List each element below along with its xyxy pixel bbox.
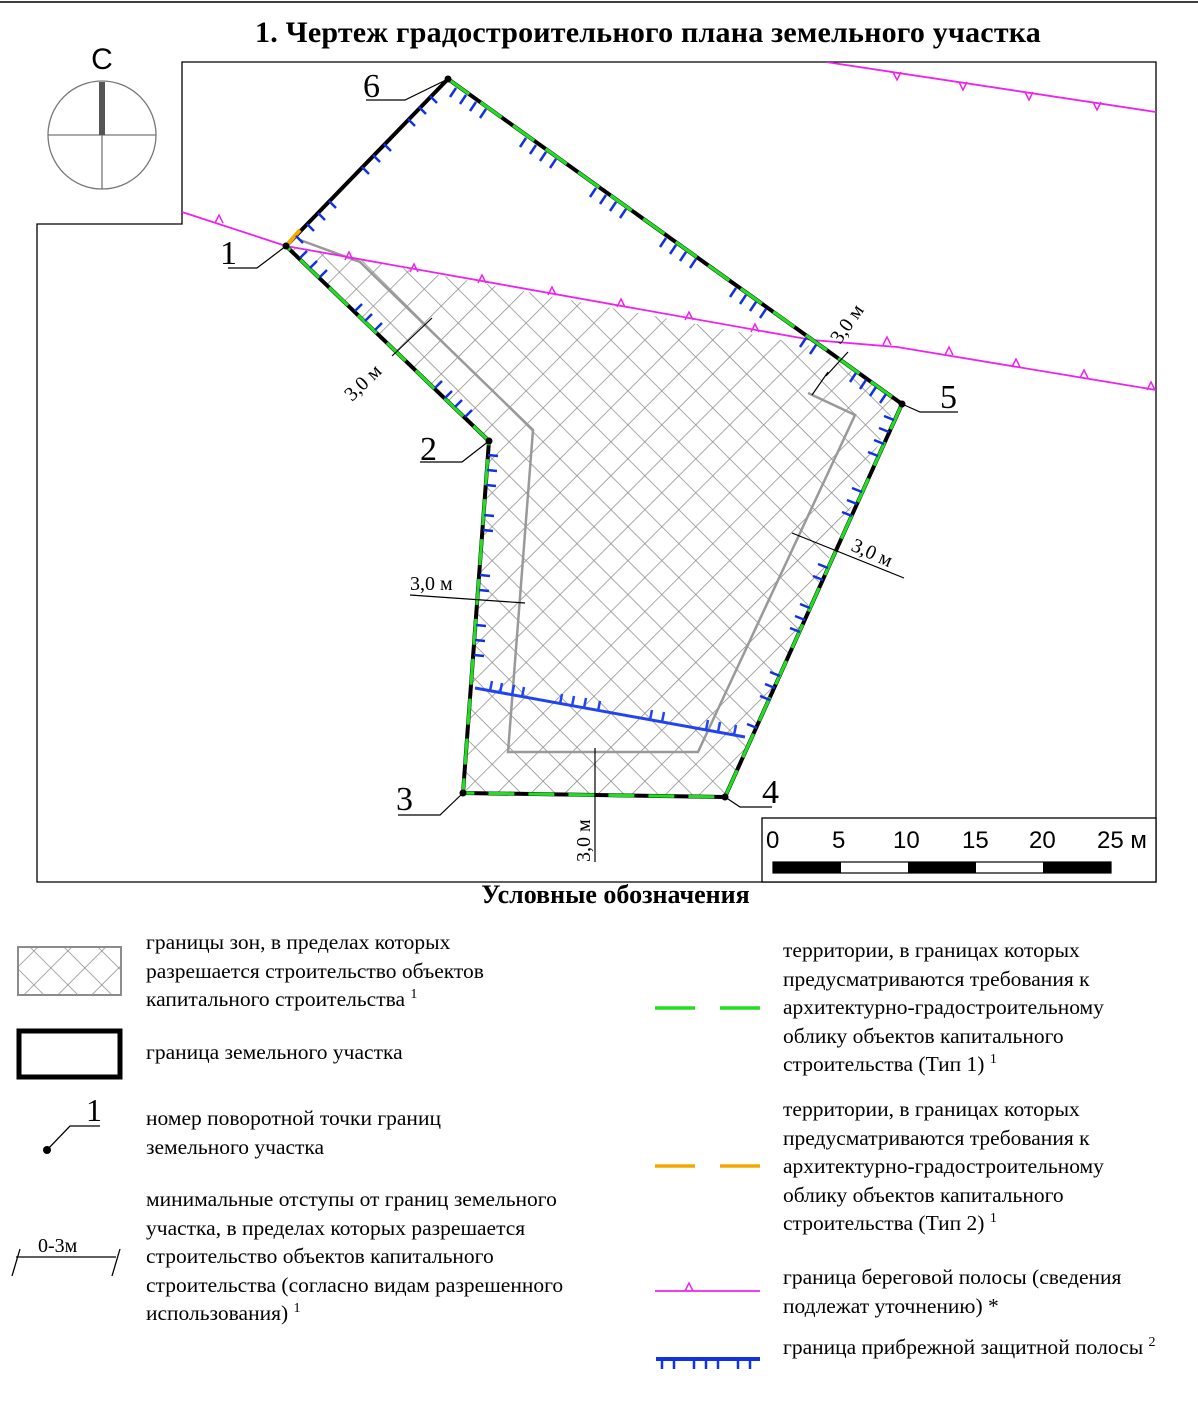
parcel-border-swatch xyxy=(19,1031,120,1077)
setback-sample: 0-3м xyxy=(38,1235,78,1257)
point-label: 5 xyxy=(940,379,957,416)
point-label: 6 xyxy=(363,68,380,105)
page-title: 1. Чертеж градостроительного плана земельного участка xyxy=(255,16,1041,49)
legend-shore-strip-text: граница береговой полосы (сведения подлежат уточнению) * xyxy=(783,1265,1122,1318)
protective-strip-swatch xyxy=(656,1359,760,1369)
point-label: 4 xyxy=(762,774,779,811)
setback-label: 3,0 м xyxy=(847,534,896,572)
legend-title: Условные обозначения xyxy=(481,880,750,909)
scale-tick-label: 25 м xyxy=(1097,827,1147,854)
legend-min-setbacks-text: минимальные отступы от границ земельного участка, в пределах которых разрешается строительство объектов капитального строительства (согласно видам разрешенного использования) $^1$ xyxy=(146,1187,564,1325)
point-label: 3 xyxy=(396,781,413,818)
scale-tick-label: 20 xyxy=(1029,827,1056,854)
legend-type1-text: территории, в границах которых предусматриваются требования к архитектурно-градостроительному облику объектов капитального строительства (Тип 1) $^1$ xyxy=(783,938,1104,1076)
legend-protective-strip-text: граница прибрежной защитной полосы $^2$ xyxy=(783,1334,1156,1359)
legend-type2-text: территории, в границах которых предусматриваются требования к архитектурно-градостроительному облику объектов капитального строительства (Тип 2) $^1$ xyxy=(783,1097,1104,1235)
scale-bar xyxy=(762,818,1156,882)
setback-label: 3,0 м xyxy=(573,819,595,862)
setback-label: 3,0 м xyxy=(410,573,453,595)
point-label: 2 xyxy=(420,431,437,468)
setback-swatch xyxy=(12,1235,120,1276)
turn-point-sample: 1 xyxy=(86,1092,102,1128)
setback-label: 3,0 м xyxy=(340,360,387,406)
legend-turn-point-text: номер поворотной точки границ земельного участка xyxy=(146,1106,441,1159)
setback-label: 3,0 м xyxy=(826,300,869,348)
shore-strip-swatch xyxy=(655,1283,760,1291)
legend-build-zone-text: границы зон, в пределах которых разрешается строительство объектов капитального строительства $^1$ xyxy=(146,930,484,1011)
north-label: С xyxy=(91,43,113,76)
build-zone-swatch xyxy=(18,947,121,995)
turn-point-swatch xyxy=(43,1092,102,1154)
scale-tick-label: 0 xyxy=(766,827,780,854)
north-arrow-icon xyxy=(48,81,156,189)
scale-tick-label: 10 xyxy=(893,827,920,854)
legend-parcel-border-text: граница земельного участка xyxy=(146,1040,403,1064)
scale-tick-label: 5 xyxy=(832,827,846,854)
point-label: 1 xyxy=(220,235,237,272)
scale-tick-label: 15 xyxy=(962,827,989,854)
